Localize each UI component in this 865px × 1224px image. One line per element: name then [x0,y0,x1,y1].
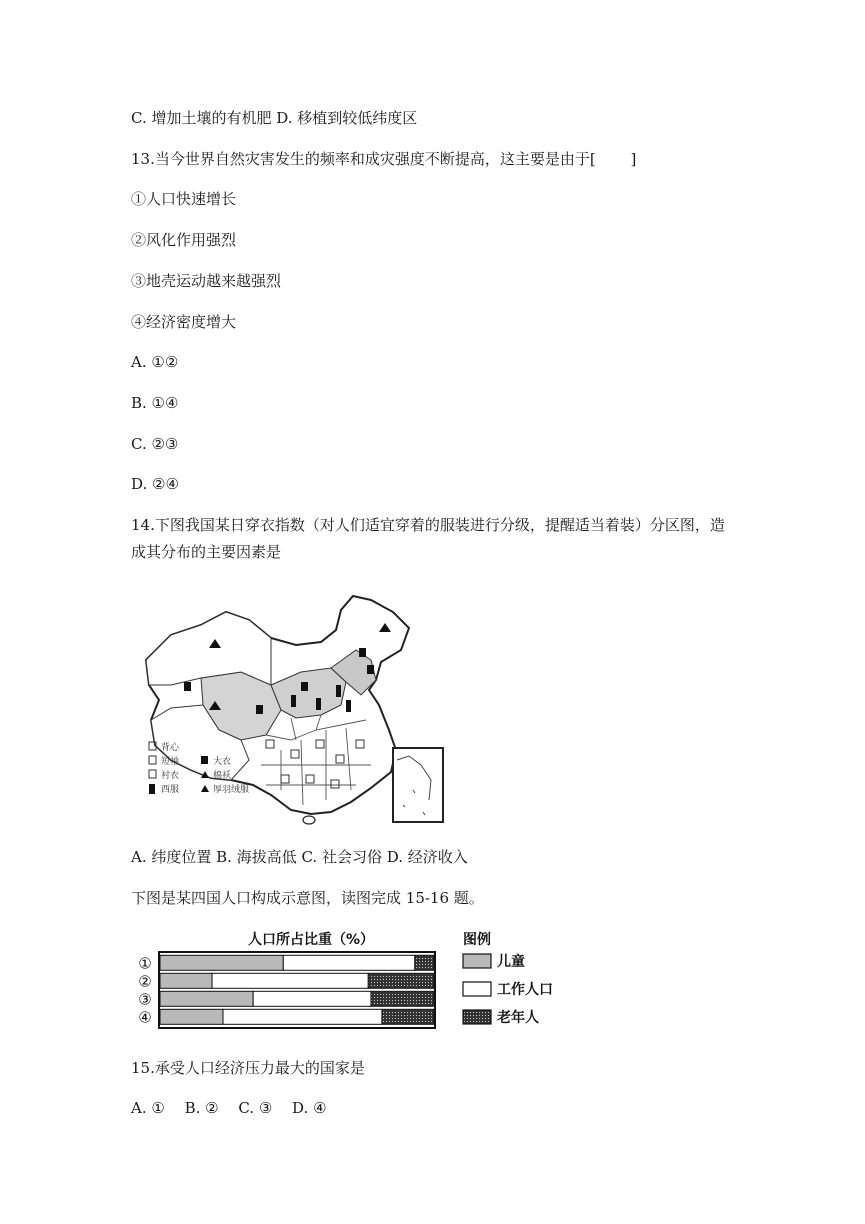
category-label: ③ [138,990,152,1009]
bar-segment-elderly [368,973,434,988]
legend-down: 厚羽绒服 [213,785,250,795]
legend-label: 老年人 [497,1010,539,1026]
intro-15-16: 下图是某四国人口构成示意图，读图完成 15-16 题。 [131,889,484,907]
category-label: ④ [138,1008,152,1027]
bar-segment-working [223,1009,382,1024]
legend-short-icon [149,756,156,764]
question-14-line1: 14.下图我国某日穿衣指数（对人们适宜穿着的服装进行分级，提醒适当着装）分区图，造 [131,516,725,534]
legend-coat-icon [201,756,208,764]
symbol-coat [359,648,366,657]
q13-item-4: ④经济密度增大 [131,313,237,331]
bar-segment-children [160,973,212,988]
q13-item-3: ③地壳运动越来越强烈 [131,272,282,290]
question-13: 13.当今世界自然灾害发生的频率和成灾强度不断提高，这主要是由于[ ] [131,150,637,168]
legend-label: 儿童 [497,954,525,970]
category-label: ① [138,954,152,973]
text-line-c-d: C. 增加土壤的有机肥 D. 移植到较低纬度区 [131,109,418,127]
legend-shirt-icon [149,770,156,778]
q15-options: A. ① B. ② C. ③ D. ④ [131,1099,327,1117]
symbol-suit [336,685,341,697]
bar-segment-children [160,955,283,970]
bar-segment-working [253,991,371,1006]
bar-segment-elderly [415,955,434,970]
symbol-coat [301,682,308,691]
china-map-svg [131,590,447,825]
q13-item-2: ②风化作用强烈 [131,231,237,249]
q13-option-b: B. ①④ [131,394,179,412]
legend-shirt: 衬衣 [161,771,180,781]
legend-suit-icon [149,784,155,794]
q14-options: A. 纬度位置 B. 海拔高低 C. 社会习俗 D. 经济收入 [131,848,468,866]
symbol-suit [316,698,321,710]
population-chart [131,928,571,1034]
legend-coat: 大衣 [213,757,232,767]
bar-segment-children [160,991,253,1006]
legend-suit: 西服 [161,785,180,795]
q13-item-1: ①人口快速增长 [131,190,237,208]
hainan-island [303,816,315,824]
symbol-suit [346,700,351,712]
legend-short: 短袖 [161,757,180,767]
symbol-coat [184,682,191,691]
bar-segment-working [212,973,368,988]
category-label: ② [138,972,152,991]
symbol-coat [256,705,263,714]
region-xinjiang [146,612,271,685]
bar-segment-elderly [371,991,434,1006]
question-15: 15.承受人口经济压力最大的国家是 [131,1059,365,1077]
chart-title: 人口所占比重（%） [247,932,375,948]
legend-down-icon [201,785,209,792]
symbol-suit [291,695,296,707]
legend-label: 工作人口 [497,982,553,998]
q13-option-a: A. ①② [131,353,179,371]
q13-option-d: D. ②④ [131,475,179,493]
population-chart-svg [131,928,571,1034]
china-clothing-map [131,590,447,825]
legend-swatch [463,982,491,996]
legend-title: 图例 [463,932,491,948]
legend-swatch [463,1010,491,1024]
q13-option-c: C. ②③ [131,435,179,453]
bar-segment-children [160,1009,223,1024]
legend-vest: 背心 [161,743,180,753]
legend-swatch [463,954,491,968]
bar-segment-working [283,955,415,970]
legend-cotton: 棉袄 [213,771,232,781]
symbol-coat [367,665,374,674]
question-14-line2: 成其分布的主要因素是 [131,543,282,561]
bar-segment-elderly [382,1009,434,1024]
